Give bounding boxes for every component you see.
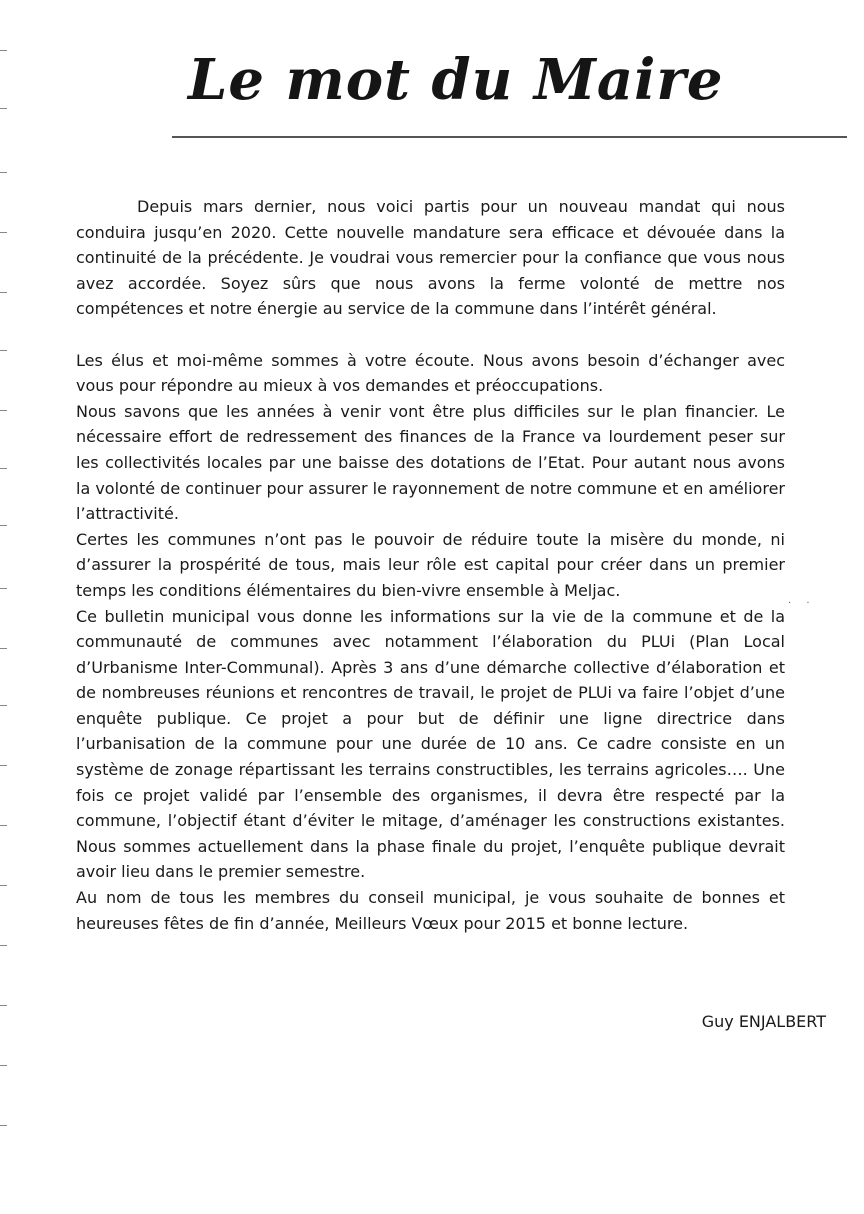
letter-body bbox=[76, 194, 785, 936]
scan-margin-mark bbox=[0, 350, 7, 351]
scan-margin-mark bbox=[0, 765, 7, 766]
scan-margin-mark bbox=[0, 292, 7, 293]
scan-margin-mark bbox=[0, 1125, 7, 1126]
scan-margin-mark bbox=[0, 885, 7, 886]
scan-margin-mark bbox=[0, 232, 7, 233]
scan-margin-mark bbox=[0, 1005, 7, 1006]
title-underline bbox=[172, 136, 847, 138]
paragraph: Les élus et moi-même sommes à votre écoute. Nous avons besoin d’échanger avec vous pour répondre au mieux à vos demandes et préoccupations. bbox=[76, 350, 785, 396]
scan-margin-mark bbox=[0, 945, 7, 946]
scan-margin-mark bbox=[0, 648, 7, 649]
signature: Guy ENJALBERT bbox=[701, 1012, 826, 1031]
scan-margin-mark bbox=[0, 410, 7, 411]
paragraph: Nous savons que les années à venir vont être plus difficiles sur le plan financier. Le nécessaire effort de redressement des finances de la France va lourdement peser sur les collectivités locales par une baisse des dotations de l’Etat. Pour autant nous avons la volonté de continuer pour assurer le rayonnement de notre commune et en améliorer l’attractivité. bbox=[76, 401, 785, 524]
paragraph: Ce bulletin municipal vous donne les informations sur la vie de la commune et de la communauté de communes avec notamment l’élaboration du PLUi (Plan Local d’Urbanisme Inter-Communal). Après 3 ans d’une démarche collective d’élaboration et de nombreuses réunions et rencontres de travail, le projet de PLUi va faire l’objet d’une enquête publique. Ce projet a pour but de définir une ligne directrice dans l’urbanisation de la commune pour une durée de 10 ans. Ce cadre consiste en un système de zonage répartissant les terrains constructibles, les terrains agricoles…. Une fois ce projet validé par l’ensemble des organismes, il devra être respecté par la commune, l’objectif étant d’éviter le mitage, d’aménager les constructions existantes. Nous sommes actuellement dans la phase finale du projet, l’enquête publique devrait avoir lieu dans le premier semestre. bbox=[76, 606, 785, 882]
scan-margin-mark bbox=[0, 705, 7, 706]
scan-margin-mark bbox=[0, 588, 7, 589]
scan-margin-mark bbox=[0, 825, 7, 826]
scan-speck: · · bbox=[788, 598, 816, 609]
paragraph: Au nom de tous les membres du conseil municipal, je vous souhaite de bonnes et heureuses fêtes de fin d’année, Meilleurs Vœux pour 2015 et bonne lecture. bbox=[76, 888, 785, 933]
paragraph-intro: Depuis mars dernier, nous voici partis pour un nouveau mandat qui nous conduira jusqu’en 2020. Cette nouvelle mandature sera efficace et dévouée dans la continuité de la précédente. Je voudrai vous remercier pour la confiance que vous nous avez accordée. Soyez sûrs que nous avons la ferme volonté de mettre nos compétences et notre énergie au service de la commune dans l’intérêt général. bbox=[76, 197, 785, 319]
page-title: Le mot du Maire bbox=[188, 47, 724, 113]
paragraph: Certes les communes n’ont pas le pouvoir de réduire toute la misère du monde, ni d’assurer la prospérité de tous, mais leur rôle est capital pour créer dans un premier temps les conditions élémentaires du bien-vivre ensemble à Meljac. bbox=[76, 529, 785, 600]
scan-margin-mark bbox=[0, 50, 7, 51]
scan-margin-mark bbox=[0, 1065, 7, 1066]
scan-margin-mark bbox=[0, 108, 7, 109]
scan-margin-mark bbox=[0, 468, 7, 469]
scan-margin-mark bbox=[0, 172, 7, 173]
scan-margin-mark bbox=[0, 525, 7, 526]
